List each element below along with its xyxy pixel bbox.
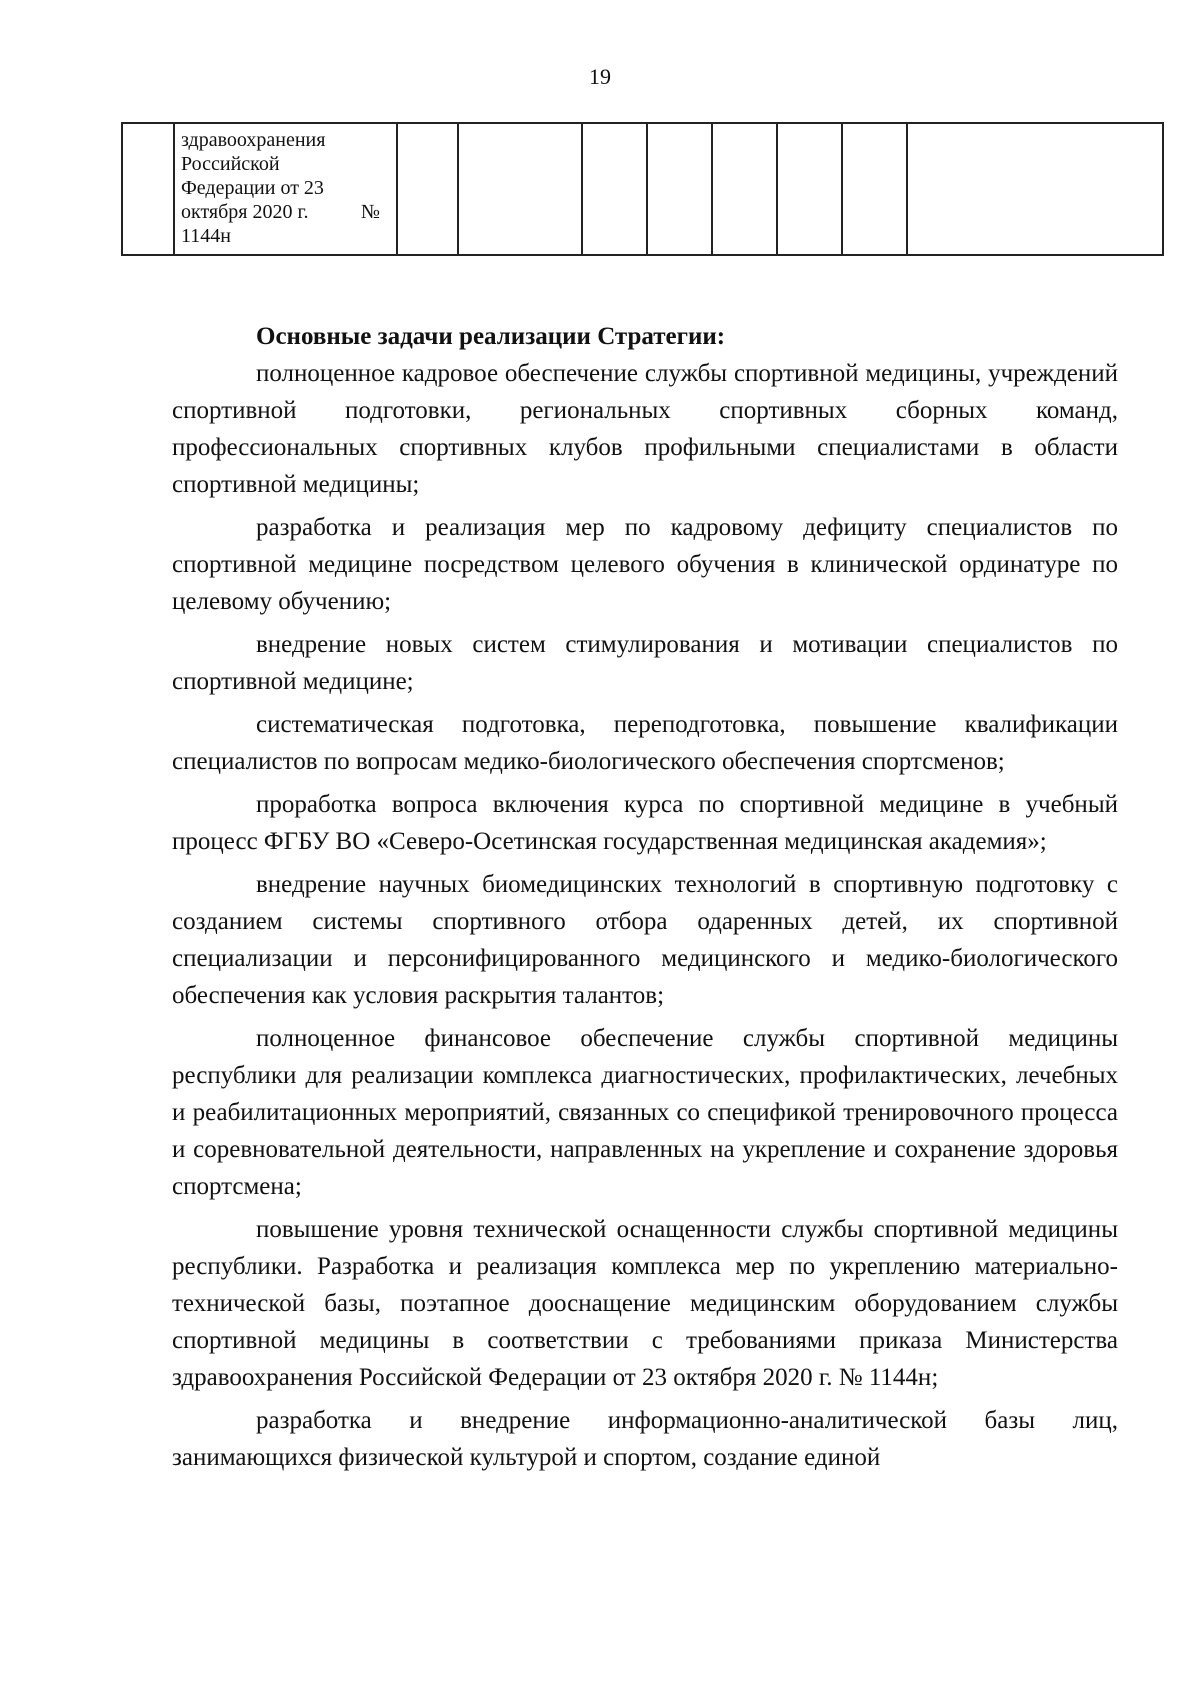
table-cell-number-sign: № xyxy=(360,201,380,223)
table-cell xyxy=(458,123,582,255)
table-cell-line: Федерации от 23 xyxy=(181,177,324,199)
table-cell-document-ref xyxy=(174,123,397,255)
task-paragraph: систематическая подготовка, переподготовка, повышение квалификации специалистов по вопросам медико-биологического обеспечения спортсменов; xyxy=(172,711,1118,775)
table-row xyxy=(122,123,1163,255)
table-cell xyxy=(647,123,712,255)
continuation-table xyxy=(121,122,1164,256)
table-cell xyxy=(842,123,907,255)
task-paragraph: полноценное финансовое обеспечение службы спортивной медицины республики для реализации комплекса диагностических, профилактических, лечебных и реабилитационных мероприятий, связанных со спецификой тренировочного процесса и соревновательной деятельности, направленных на укрепление и сохранение здоровья спортсмена; xyxy=(172,1025,1118,1200)
table-cell xyxy=(122,123,174,255)
task-paragraph: проработка вопроса включения курса по спортивной медицине в учебный процесс ФГБУ ВО «Северо-Осетинская государственная медицинская академия»; xyxy=(172,791,1118,855)
section-title: Основные задачи реализации Стратегии: xyxy=(256,323,726,350)
task-paragraph: разработка и внедрение информационно-аналитической базы лиц, занимающихся физической культурой и спортом, создание единой xyxy=(172,1407,1118,1471)
page-number: 19 xyxy=(589,64,611,89)
table-cell xyxy=(907,123,1163,255)
table-cell xyxy=(712,123,777,255)
table-cell-line: 1144н xyxy=(181,225,231,247)
table-cell xyxy=(777,123,842,255)
table-cell-line: здравоохранения xyxy=(181,129,326,151)
table-cell xyxy=(397,123,458,255)
task-paragraph: внедрение новых систем стимулирования и мотивации специалистов по спортивной медицине; xyxy=(172,631,1118,695)
task-paragraph: повышение уровня технической оснащенности службы спортивной медицины республики. Разработка и реализация комплекса мер по укреплению материально-технической базы, поэтапное дооснащение медицинским оборудованием службы спортивной медицины в соответствии с требованиями приказа Министерства здравоохранения Российской Федерации от 23 октября 2020 г. № 1144н; xyxy=(172,1216,1118,1391)
task-paragraph: внедрение научных биомедицинских технологий в спортивную подготовку с созданием системы спортивного отбора одаренных детей, их спортивной специализации и персонифицированного медицинского и медико-биологического обеспечения как условия раскрытия талантов; xyxy=(172,871,1118,1009)
table-cell xyxy=(582,123,647,255)
task-paragraph: полноценное кадровое обеспечение службы спортивной медицины, учреждений спортивной подготовки, региональных спортивных сборных команд, профессиональных спортивных клубов профильными специалистами в области спортивной медицины; xyxy=(172,360,1118,498)
table-cell-date: октября 2020 г. xyxy=(181,201,309,223)
task-paragraph: разработка и реализация мер по кадровому дефициту специалистов по спортивной медицине посредством целевого обучения в клинической ординатуре по целевому обучению; xyxy=(172,514,1118,615)
strategy-tasks-section xyxy=(172,318,1118,1476)
table-cell-line xyxy=(181,200,390,224)
table-cell-line: Российской xyxy=(181,153,280,175)
